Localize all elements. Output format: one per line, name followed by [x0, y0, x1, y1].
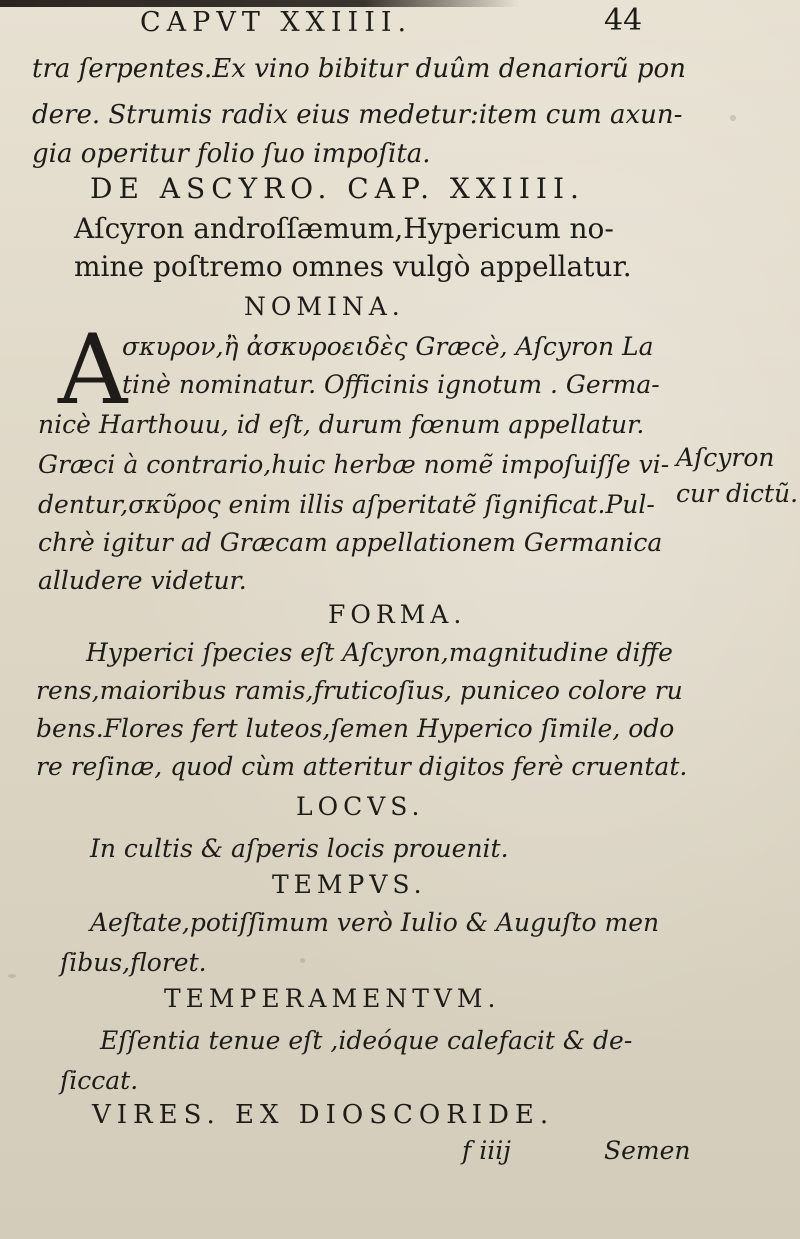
ink-speck: [300, 958, 305, 963]
margin-note-line: cur dictũ.: [676, 479, 799, 508]
margin-note-line: Aſcyron: [676, 443, 775, 472]
text-line: dere. Strumis radix eius medetur:item cum axun-: [32, 100, 683, 130]
text-line: Hyperici ſpecies eſt Aſcyron,magnitudine diffe: [86, 638, 673, 667]
text-line: gia operitur folio ſuo impoſita.: [32, 139, 431, 169]
text-line: nicè Harthouu, id eſt, durum fœnum appellatur.: [38, 410, 645, 439]
text-line: bens.Flores fert luteos,ſemen Hyperico ſimile, odo: [36, 714, 675, 743]
text-line: chrè igitur ad Græcam appellationem Germanica: [38, 528, 663, 557]
section-heading-vires: VIRES. EX DIOSCORIDE.: [92, 1100, 555, 1130]
section-heading-locus: LOCVS.: [296, 792, 425, 821]
text-line: dentur,σκῦρος enim illis aſperitatẽ ſignificat.Pul-: [38, 490, 655, 519]
text-line: Græci à contrario,huic herbæ nomẽ impoſuiſſe vi-: [38, 450, 670, 479]
text-line: Aeſtate,potiſſimum verò Iulio & Auguſto men: [90, 908, 660, 937]
text-line: tinè nominatur. Officinis ignotum . Germa-: [122, 370, 660, 399]
text-line: In cultis & aſperis locis prouenit.: [90, 834, 509, 863]
running-title: CAPVT XXIIII.: [140, 7, 413, 38]
ink-speck: [730, 115, 736, 121]
text-line: σκυρον,ἢ ἀσκυροειδὲς Græcè, Aſcyron La: [122, 332, 654, 361]
page-number: 44: [604, 3, 643, 38]
section-heading-temperamentum: TEMPERAMENTVM.: [164, 984, 501, 1013]
text-line: rens,maioribus ramis,fruticoſius, puniceo colore ru: [36, 676, 683, 705]
catchword: Semen: [604, 1136, 691, 1165]
text-line: Aſcyron androſſæmum,Hypericum no-: [74, 212, 614, 245]
drop-capital: A: [58, 314, 128, 426]
section-heading-nomina: NOMINA.: [244, 292, 405, 321]
text-line: mine poſtremo omnes vulgò appellatur.: [74, 250, 632, 283]
signature-mark: f iiij: [462, 1136, 511, 1165]
text-line: tra ſerpentes.Ex vino bibitur duûm denariorũ pon: [32, 54, 686, 84]
text-line: ſibus,floret.: [60, 948, 207, 977]
text-line: Eſſentia tenue eſt ,ideóque calefacit & de-: [100, 1026, 633, 1055]
text-line: ſiccat.: [60, 1066, 139, 1095]
section-heading-tempus: TEMPVS.: [272, 870, 427, 899]
ink-speck: [8, 974, 16, 978]
text-line: alludere videtur.: [38, 566, 247, 595]
section-heading-forma: FORMA.: [328, 600, 467, 629]
text-line: re reſinæ, quod cùm atteritur digitos ferè cruentat.: [36, 752, 688, 781]
chapter-heading: DE ASCYRO. CAP. XXIIII.: [90, 172, 585, 205]
